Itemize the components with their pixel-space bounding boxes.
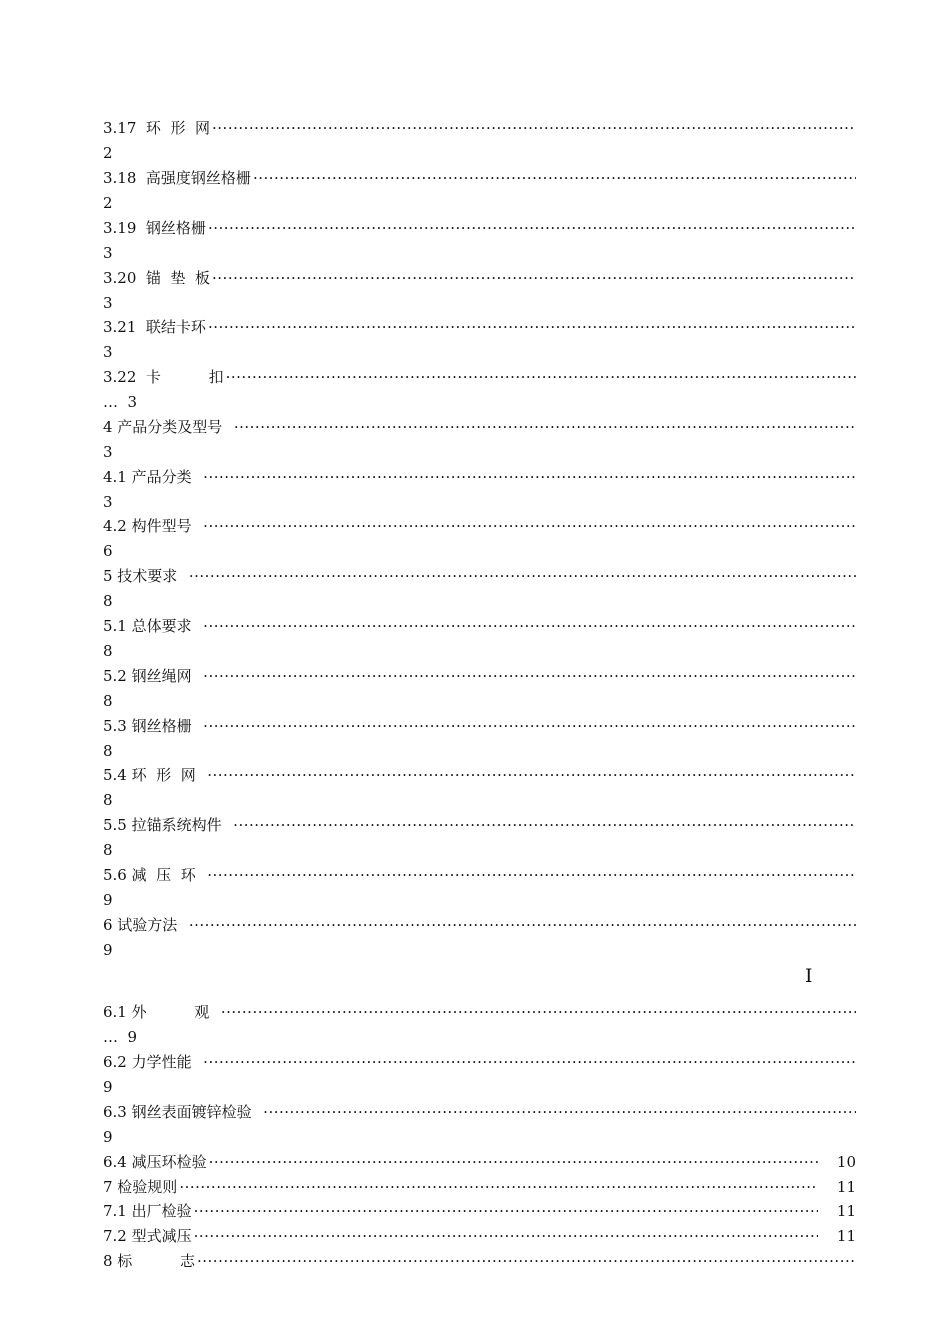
toc-entry-page: 2: [103, 194, 113, 212]
leader-dots: [203, 516, 856, 536]
toc-entry-page: 8: [103, 742, 113, 760]
leader-dots: [203, 616, 856, 636]
toc-entry-label: 7.1 出厂检验: [103, 1202, 192, 1220]
toc-entry-label: 4.1 产品分类: [103, 468, 202, 486]
leader-dots: [179, 1177, 818, 1197]
toc-entry-label: 4.2 构件型号: [103, 517, 202, 535]
leader-dots: [226, 367, 856, 387]
toc-entry-page: 8: [103, 841, 113, 859]
toc-entry-page: 10: [836, 1153, 856, 1171]
page-number-marker: I: [805, 965, 813, 987]
toc-entry-4-2[interactable]: [103, 516, 856, 536]
leader-dots: [203, 666, 856, 686]
leader-dots: [207, 865, 856, 885]
toc-entry-label: 5 技术要求: [103, 567, 187, 585]
toc-entry-page: 2: [103, 144, 113, 162]
toc-entry-3-17[interactable]: [103, 118, 856, 138]
toc-entry-4[interactable]: [103, 417, 856, 437]
toc-entry-page: 8: [103, 791, 113, 809]
toc-entry-7-2[interactable]: [103, 1226, 856, 1246]
toc-entry-6-2[interactable]: [103, 1052, 856, 1072]
toc-entry-5-3[interactable]: [103, 716, 856, 736]
leader-dots: [212, 118, 856, 138]
leader-dots: [212, 268, 856, 288]
toc-entry-label: 3.18 高强度钢丝格栅: [103, 169, 251, 187]
toc-entry-5[interactable]: [103, 566, 856, 586]
leader-dots: [194, 1201, 818, 1221]
leader-dots: [203, 716, 856, 736]
leader-dots: [197, 1251, 856, 1271]
toc-entry-7[interactable]: [103, 1177, 856, 1197]
toc-entry-page: 3: [103, 343, 113, 361]
toc-entry-label: 7.2 型式减压: [103, 1227, 192, 1245]
toc-entry-4-1[interactable]: [103, 467, 856, 487]
leader-dots: [189, 915, 856, 935]
toc-entry-label: 5.1 总体要求: [103, 617, 202, 635]
leader-dots: [194, 1226, 818, 1246]
toc-entry-label: 5.3 钢丝格栅: [103, 717, 202, 735]
leader-dots: [189, 566, 856, 586]
leader-dots: [203, 467, 856, 487]
toc-entry-page: 9: [103, 1078, 113, 1096]
toc-entry-page: 8: [103, 642, 113, 660]
leader-dots: [233, 815, 856, 835]
toc-entry-label: 5.2 钢丝绳网: [103, 667, 202, 685]
toc-entry-label: 3.20 锚 垫 板: [103, 269, 211, 287]
toc-entry-3-22[interactable]: [103, 367, 856, 387]
toc-entry-label: 7 检验规则: [103, 1178, 178, 1196]
toc-entry-label: 5.5 拉锚系统构件: [103, 816, 232, 834]
leader-dots: [208, 218, 856, 238]
toc-entry-5-2[interactable]: [103, 666, 856, 686]
toc-entry-page: 8: [103, 692, 113, 710]
toc-entry-label: 6.3 钢丝表面镀锌检验: [103, 1103, 262, 1121]
toc-entry-6-1[interactable]: [103, 1002, 856, 1022]
toc-entry-6[interactable]: [103, 915, 856, 935]
toc-entry-3-18[interactable]: [103, 168, 856, 188]
toc-entry-label: 5.4 环 形 网: [103, 766, 206, 784]
toc-entry-page: 11: [836, 1227, 856, 1245]
leader-dots: [207, 765, 856, 785]
toc-entry-page: 11: [836, 1178, 856, 1196]
toc-entry-7-1[interactable]: [103, 1201, 856, 1221]
toc-entry-label: 8 标 志: [103, 1252, 195, 1270]
toc-entry-page: 9: [103, 1128, 113, 1146]
toc-entry-label: 6.2 力学性能: [103, 1053, 202, 1071]
toc-entry-page: 9: [103, 891, 113, 909]
leader-dots: [234, 417, 856, 437]
toc-entry-3-20[interactable]: [103, 268, 856, 288]
leader-dots: [253, 168, 856, 188]
toc-entry-page: … 9: [103, 1028, 138, 1046]
leader-dots: [208, 317, 856, 337]
toc-entry-6-3[interactable]: [103, 1102, 856, 1122]
toc-entry-3-19[interactable]: [103, 218, 856, 238]
toc-entry-label: 4 产品分类及型号: [103, 418, 232, 436]
leader-dots: [221, 1002, 856, 1022]
toc-entry-page: … 3: [103, 393, 138, 411]
toc-entry-page: 3: [103, 443, 113, 461]
toc-entry-page: 3: [103, 244, 113, 262]
toc-entry-5-4[interactable]: [103, 765, 856, 785]
toc-entry-label: 6.1 外 观: [103, 1003, 219, 1021]
leader-dots: [209, 1152, 818, 1172]
toc-entry-page: 8: [103, 592, 113, 610]
toc-entry-5-6[interactable]: [103, 865, 856, 885]
toc-entry-page: 6: [103, 542, 113, 560]
leader-dots: [263, 1102, 856, 1122]
toc-entry-label: 6.4 减压环检验: [103, 1153, 207, 1171]
toc-entry-6-4[interactable]: [103, 1152, 856, 1172]
toc-entry-label: 6 试验方法: [103, 916, 187, 934]
toc-entry-label: 3.19 钢丝格栅: [103, 219, 206, 237]
toc-entry-label: 3.17 环 形 网: [103, 119, 211, 137]
toc-entry-page: 9: [103, 941, 113, 959]
toc-entry-page: 3: [103, 294, 113, 312]
toc-entry-label: 3.22 卡 扣: [103, 368, 224, 386]
toc-entry-8[interactable]: [103, 1251, 856, 1271]
toc-entry-5-5[interactable]: [103, 815, 856, 835]
toc-entry-5-1[interactable]: [103, 616, 856, 636]
toc-entry-page: 3: [103, 493, 113, 511]
toc-entry-label: 3.21 联结卡环: [103, 318, 206, 336]
toc-entry-label: 5.6 减 压 环: [103, 866, 206, 884]
leader-dots: [203, 1052, 856, 1072]
toc-entry-page: 11: [836, 1202, 856, 1220]
toc-entry-3-21[interactable]: [103, 317, 856, 337]
